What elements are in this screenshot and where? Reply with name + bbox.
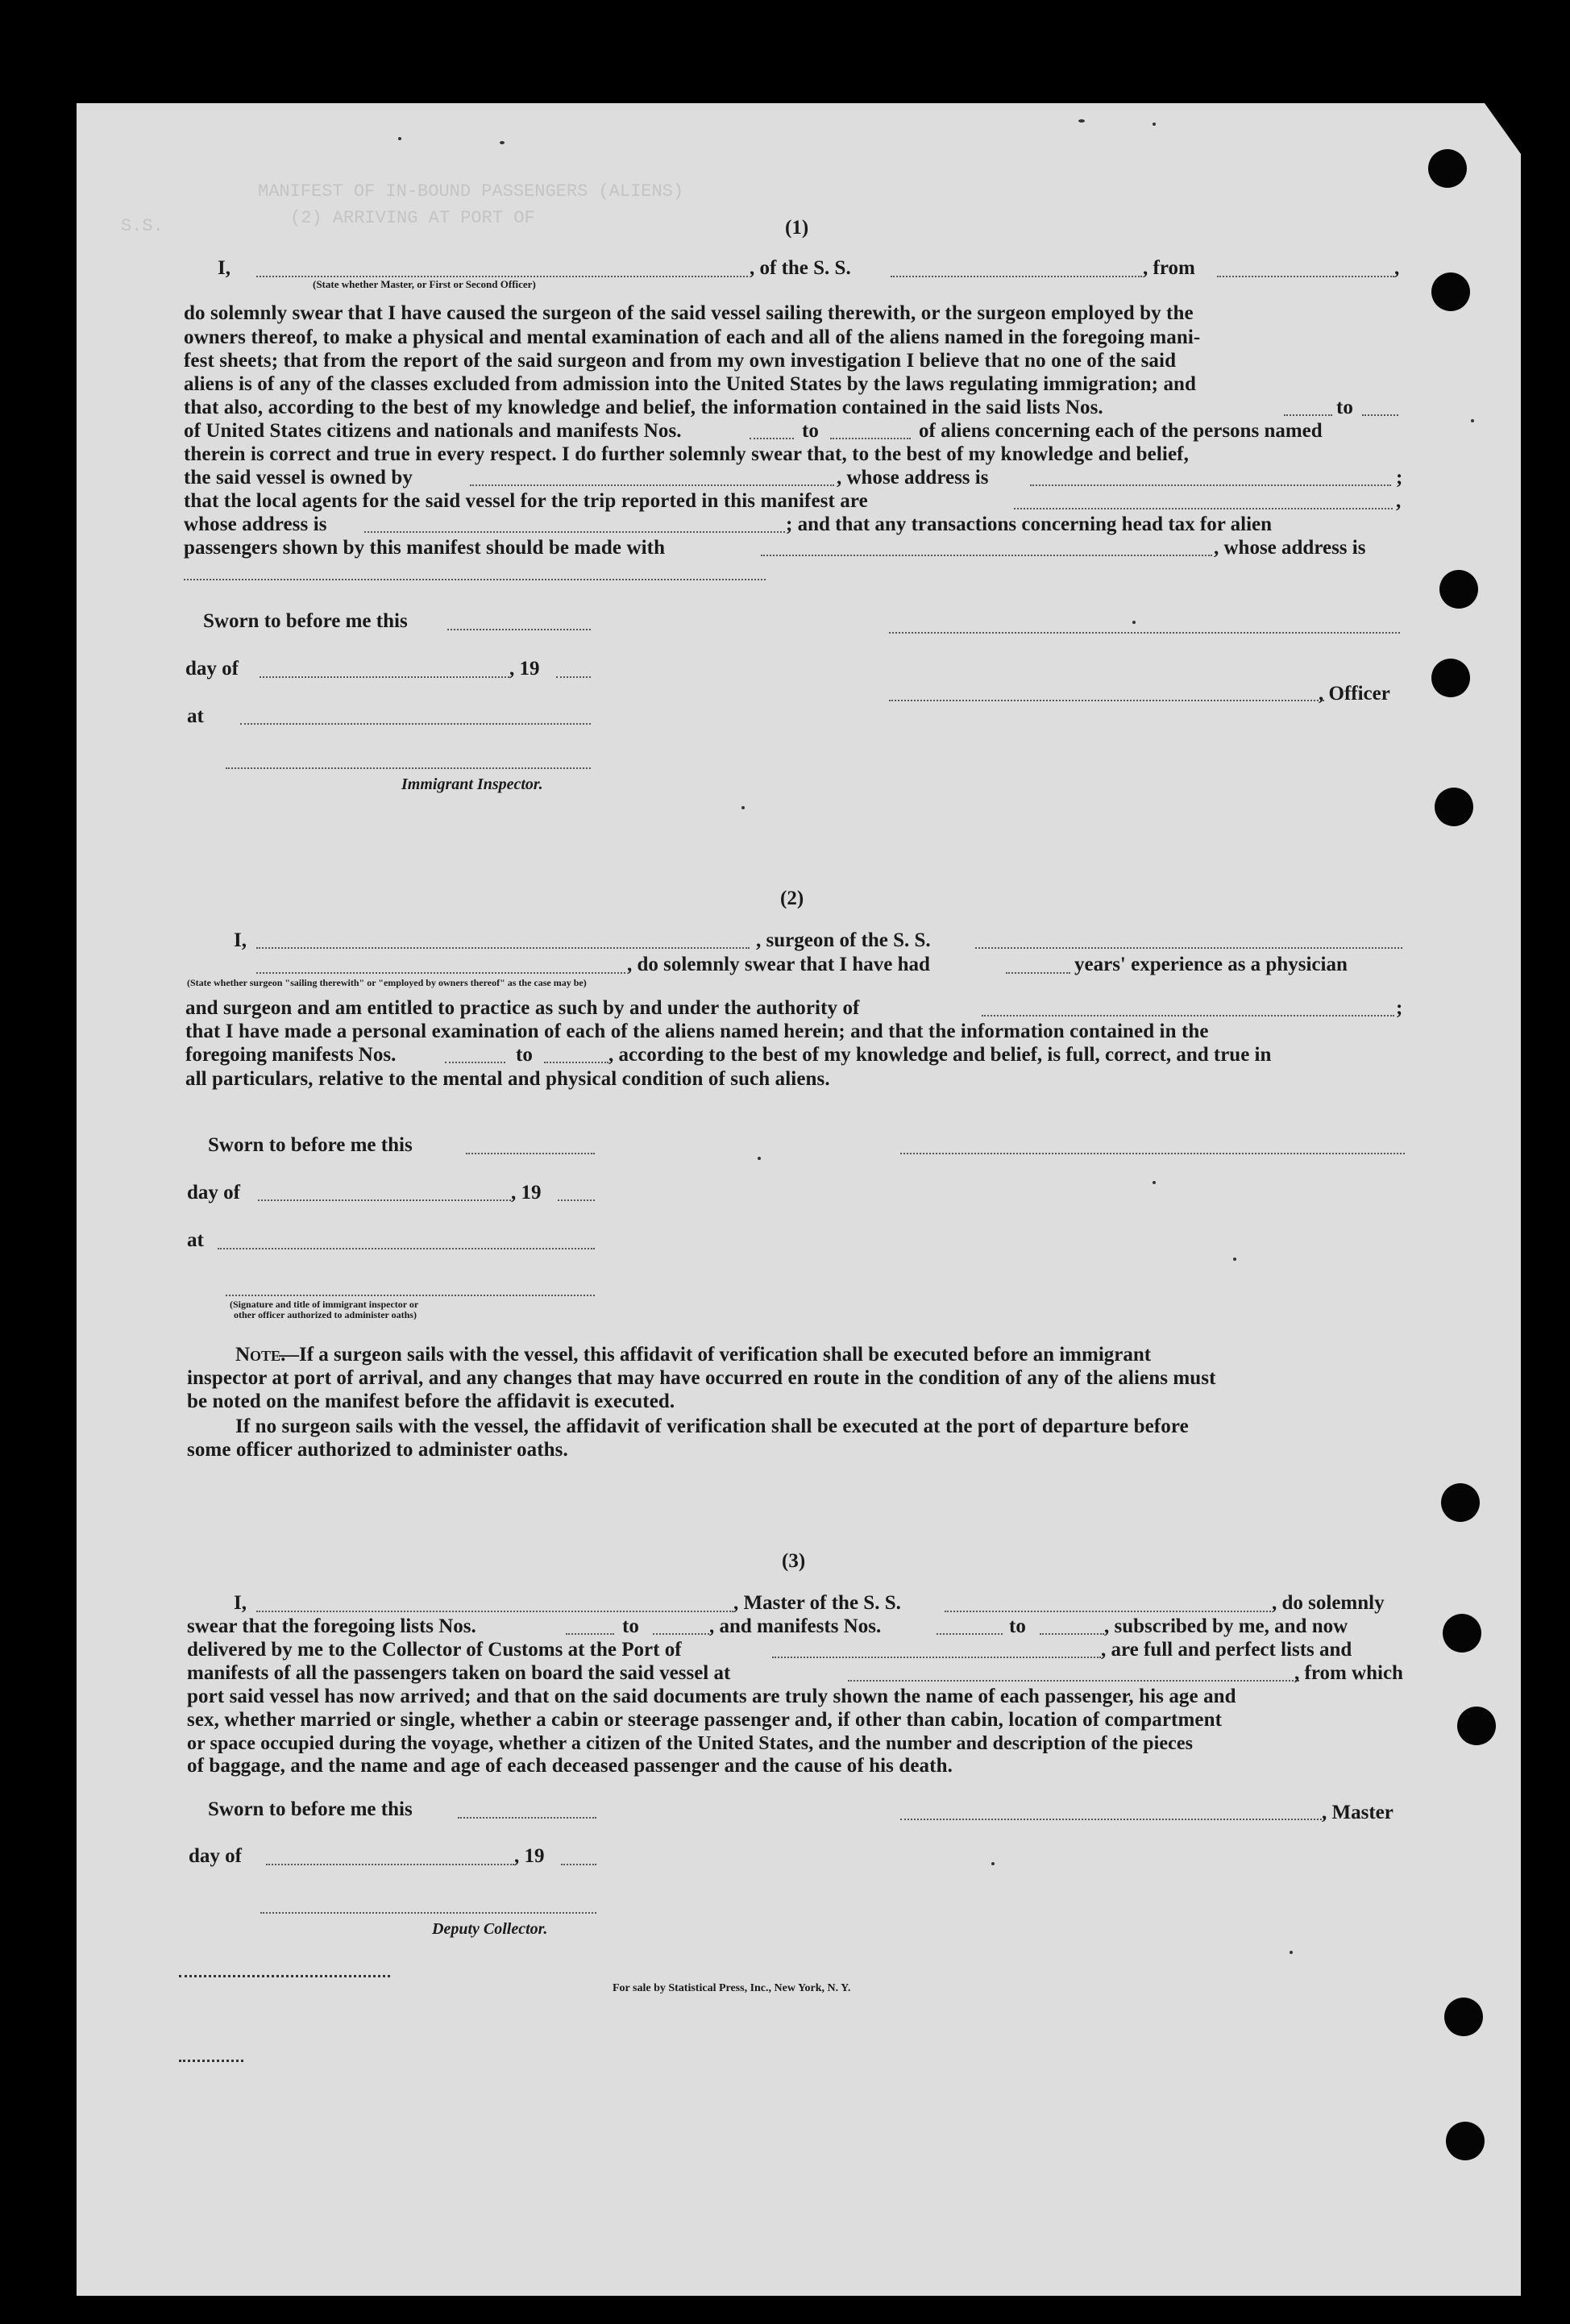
section-1-number: (1) xyxy=(785,217,809,239)
s2-note-text: inspector at port of arrival, and any changes that may have occurred en route in the condition of any of the aliens must xyxy=(187,1367,1216,1389)
blank-line xyxy=(256,276,748,277)
blank-line xyxy=(653,1633,709,1635)
blank-line xyxy=(891,276,1142,277)
s2-line1-start: I, xyxy=(234,929,247,951)
s3-line2-e: , subscribed by me, and now xyxy=(1104,1615,1348,1637)
speck xyxy=(1471,419,1474,422)
s1-officer: , Officer xyxy=(1319,683,1390,705)
s2-note-text: —If a surgeon sails with the vessel, this affidavit of verification shall be executed before an immigrant xyxy=(279,1344,1152,1366)
s2-sig-note-1: (Signature and title of immigrant inspector or xyxy=(230,1299,419,1310)
blank-line xyxy=(256,1611,733,1612)
s1-text-line: fest sheets; that from the report of the said surgeon and from my own investigation I believe that no one of the said xyxy=(184,350,1177,372)
s3-text-line: or space occupied during the voyage, whether a citizen of the United States, and the number and description of the pieces xyxy=(187,1733,1194,1754)
blank-line xyxy=(945,1611,1271,1612)
s3-text-line: sex, whether married or single, whether a cabin or steerage passenger and, if other than cabin, location of compartment xyxy=(187,1709,1223,1731)
blank-line xyxy=(1006,972,1070,974)
divider xyxy=(179,1975,390,1977)
s1-text-line: of United States citizens and nationals and manifests Nos. xyxy=(184,420,682,442)
divider xyxy=(179,2060,243,2062)
signature-line xyxy=(900,1153,1405,1154)
s1-text-line: that the local agents for the said vessel for the trip reported in this manifest are xyxy=(184,490,868,512)
bleed-through-text: (2) ARRIVING AT PORT OF xyxy=(290,208,535,228)
s1-to: to xyxy=(802,420,819,442)
blank-line xyxy=(1362,414,1398,416)
bleed-through-text: MANIFEST OF IN-BOUND PASSENGERS (ALIENS) xyxy=(258,181,684,202)
s2-text-line: all particulars, relative to the mental and physical condition of such aliens. xyxy=(185,1068,830,1090)
punch-hole xyxy=(1444,1998,1483,2036)
s3-line3-b: , are full and perfect lists and xyxy=(1101,1639,1352,1661)
s3-line1-a: I, xyxy=(234,1592,247,1614)
blank-line xyxy=(1014,508,1393,509)
speck xyxy=(758,1157,761,1160)
s3-master: , Master xyxy=(1322,1802,1393,1823)
s2-sworn: Sworn to before me this xyxy=(208,1134,413,1156)
s1-to: to xyxy=(1336,397,1353,418)
speck xyxy=(398,137,401,140)
s2-line1-ss: , surgeon of the S. S. xyxy=(756,929,931,951)
s1-text-line: therein is correct and true in every respect. I do further solemnly swear that, to the best of my knowledge and belief, xyxy=(184,443,1189,465)
s2-note-label: Note. xyxy=(235,1344,286,1366)
blank-line xyxy=(544,1062,608,1063)
punch-hole xyxy=(1435,788,1473,826)
speck xyxy=(1233,1258,1236,1261)
s2-dayof: day of xyxy=(187,1182,240,1204)
s1-line1-ss: , of the S. S. xyxy=(750,257,851,279)
s3-line2-a: swear that the foregoing lists Nos. xyxy=(187,1615,476,1637)
punch-hole xyxy=(1457,1707,1496,1745)
s2-note-text: If no surgeon sails with the vessel, the affidavit of verification shall be executed at the port of departure before xyxy=(235,1416,1189,1437)
speck xyxy=(1290,1951,1293,1954)
s1-text-line: that also, according to the best of my knowledge and belief, the information contained in the said lists Nos. xyxy=(184,397,1103,418)
s2-sig-note-2: other officer authorized to administer oaths) xyxy=(234,1309,417,1320)
speck xyxy=(1153,123,1156,126)
blank-line xyxy=(445,1062,505,1063)
s3-text-line: of baggage, and the name and age of each deceased passenger and the cause of his death. xyxy=(187,1755,953,1777)
blank-line xyxy=(184,579,766,580)
s3-line1-b: , Master of the S. S. xyxy=(733,1592,901,1614)
s3-sworn: Sworn to before me this xyxy=(208,1798,413,1820)
bleed-through-text: S.S. xyxy=(121,216,164,236)
blank-line xyxy=(937,1633,1003,1635)
s3-collector-caption: Deputy Collector. xyxy=(432,1920,548,1938)
s3-line4-a: manifests of all the passengers taken on board the said vessel at xyxy=(187,1662,731,1684)
s3-text-line: port said vessel has now arrived; and that on the said documents are truly shown the name of each passenger, his age and xyxy=(187,1686,1236,1707)
speck xyxy=(1132,621,1136,624)
blank-line xyxy=(1284,414,1332,416)
signature-line xyxy=(889,700,1324,701)
s1-line9-end: , xyxy=(1396,490,1402,512)
blank-line xyxy=(761,555,1212,556)
blank-line xyxy=(772,1657,1101,1658)
blank-line xyxy=(1030,484,1391,486)
s3-line2-c: , and manifests Nos. xyxy=(709,1615,882,1637)
s1-line1-from: , from xyxy=(1143,257,1195,279)
s2-line5-b: to xyxy=(516,1044,533,1066)
punch-hole xyxy=(1443,1614,1481,1653)
s3-dayof: day of xyxy=(189,1845,242,1867)
blank-line xyxy=(848,1680,1299,1682)
s1-text-line: whose address is xyxy=(184,513,327,535)
s2-line2-a: , do solemnly swear that I have had xyxy=(627,954,930,975)
blank-line xyxy=(447,629,591,630)
s2-at: at xyxy=(187,1229,204,1251)
blank-line xyxy=(830,438,911,439)
s2-text-line: that I have made a personal examination of each of the aliens named herein; and that the information contained in the xyxy=(185,1021,1209,1042)
s3-line3-a: delivered by me to the Collector of Customs at the Port of xyxy=(187,1639,682,1661)
s1-line8-rest: , whose address is xyxy=(837,467,989,488)
blank-line xyxy=(256,972,625,974)
signature-line xyxy=(226,1295,595,1296)
blank-line xyxy=(260,676,509,678)
blank-line xyxy=(256,947,750,949)
blank-line xyxy=(975,947,1402,949)
blank-line xyxy=(258,1199,511,1201)
blank-line xyxy=(466,1153,595,1154)
s1-sworn: Sworn to before me this xyxy=(203,610,408,632)
signature-line xyxy=(889,632,1400,634)
s1-line8-end: ; xyxy=(1396,467,1403,488)
blank-line xyxy=(982,1015,1394,1016)
speck xyxy=(1078,119,1085,123)
signature-line xyxy=(900,1819,1325,1820)
blank-line xyxy=(1217,276,1394,277)
s1-dayof: day of xyxy=(185,658,239,680)
blank-line xyxy=(566,1633,614,1635)
blank-line xyxy=(364,531,785,533)
s1-inspector-caption: Immigrant Inspector. xyxy=(401,775,543,793)
s1-line11-rest: , whose address is xyxy=(1214,537,1366,559)
signature-line xyxy=(260,1912,596,1914)
s1-line6-rest: of aliens concerning each of the persons named xyxy=(919,420,1323,442)
s2-text-line: and surgeon and am entitled to practice as such by and under the authority of xyxy=(185,997,860,1019)
footer-imprint: For sale by Statistical Press, Inc., New York, N. Y. xyxy=(613,1982,851,1994)
blank-line xyxy=(750,438,794,439)
s1-text-line: owners thereof, to make a physical and mental examination of each and all of the aliens named in the foregoing mani- xyxy=(184,326,1201,348)
s2-line5-a: foregoing manifests Nos. xyxy=(185,1044,397,1066)
s2-line5-c: , according to the best of my knowledge and belief, is full, correct, and true in xyxy=(608,1044,1272,1066)
s2-line3-end: ; xyxy=(1396,997,1403,1019)
blank-line xyxy=(1040,1633,1104,1635)
s3-line2-d: to xyxy=(1009,1615,1026,1637)
blank-line xyxy=(556,676,591,678)
blank-line xyxy=(458,1817,596,1819)
s1-text-line: the said vessel is owned by xyxy=(184,467,413,488)
s3-line2-b: to xyxy=(622,1615,639,1637)
s3-nineteen: , 19 xyxy=(514,1845,545,1867)
s2-note-text: be noted on the manifest before the affidavit is executed. xyxy=(187,1391,675,1412)
s1-line10-rest: ; and that any transactions concerning head tax for alien xyxy=(786,513,1273,535)
blank-line xyxy=(218,1248,595,1249)
s3-line4-b: , from which xyxy=(1294,1662,1403,1684)
punch-hole xyxy=(1431,659,1470,697)
s1-text-line: passengers shown by this manifest should be made with xyxy=(184,537,666,559)
s3-line1-c: , do solemnly xyxy=(1272,1592,1385,1614)
s2-note-text: some officer authorized to administer oaths. xyxy=(187,1439,568,1461)
s2-line2-b: years' experience as a physician xyxy=(1074,954,1348,975)
s1-text-line: do solemnly swear that I have caused the surgeon of the said vessel sailing therewith, or the surgeon employed by the xyxy=(184,302,1194,324)
punch-hole xyxy=(1431,272,1470,311)
s2-note: (State whether surgeon "sailing therewith" or "employed by owners thereof" as the case may be) xyxy=(187,977,587,988)
speck xyxy=(500,141,505,144)
blank-line xyxy=(266,1864,514,1865)
blank-line xyxy=(240,723,591,725)
speck xyxy=(1153,1181,1156,1184)
signature-line xyxy=(226,767,591,769)
punch-hole xyxy=(1446,2122,1485,2160)
s2-nineteen: , 19 xyxy=(511,1182,542,1204)
punch-hole xyxy=(1428,149,1467,188)
s1-text-line: aliens is of any of the classes excluded from admission into the United States by the laws regulating immigration; and xyxy=(184,373,1197,395)
blank-line xyxy=(558,1199,595,1201)
sheet-corner xyxy=(1485,103,1525,160)
s1-note: (State whether Master, or First or Second Officer) xyxy=(313,278,536,290)
section-3-number: (3) xyxy=(782,1550,806,1572)
s1-nineteen: , 19 xyxy=(509,658,540,680)
blank-line xyxy=(561,1864,596,1865)
s1-at: at xyxy=(187,705,204,727)
section-2-number: (2) xyxy=(780,888,804,909)
punch-hole xyxy=(1439,570,1478,609)
speck xyxy=(741,806,745,809)
punch-hole xyxy=(1441,1483,1480,1522)
blank-line xyxy=(470,484,834,486)
speck xyxy=(991,1862,995,1865)
s1-line1-start: I, xyxy=(218,257,231,279)
s1-line1-end: , xyxy=(1394,257,1400,279)
